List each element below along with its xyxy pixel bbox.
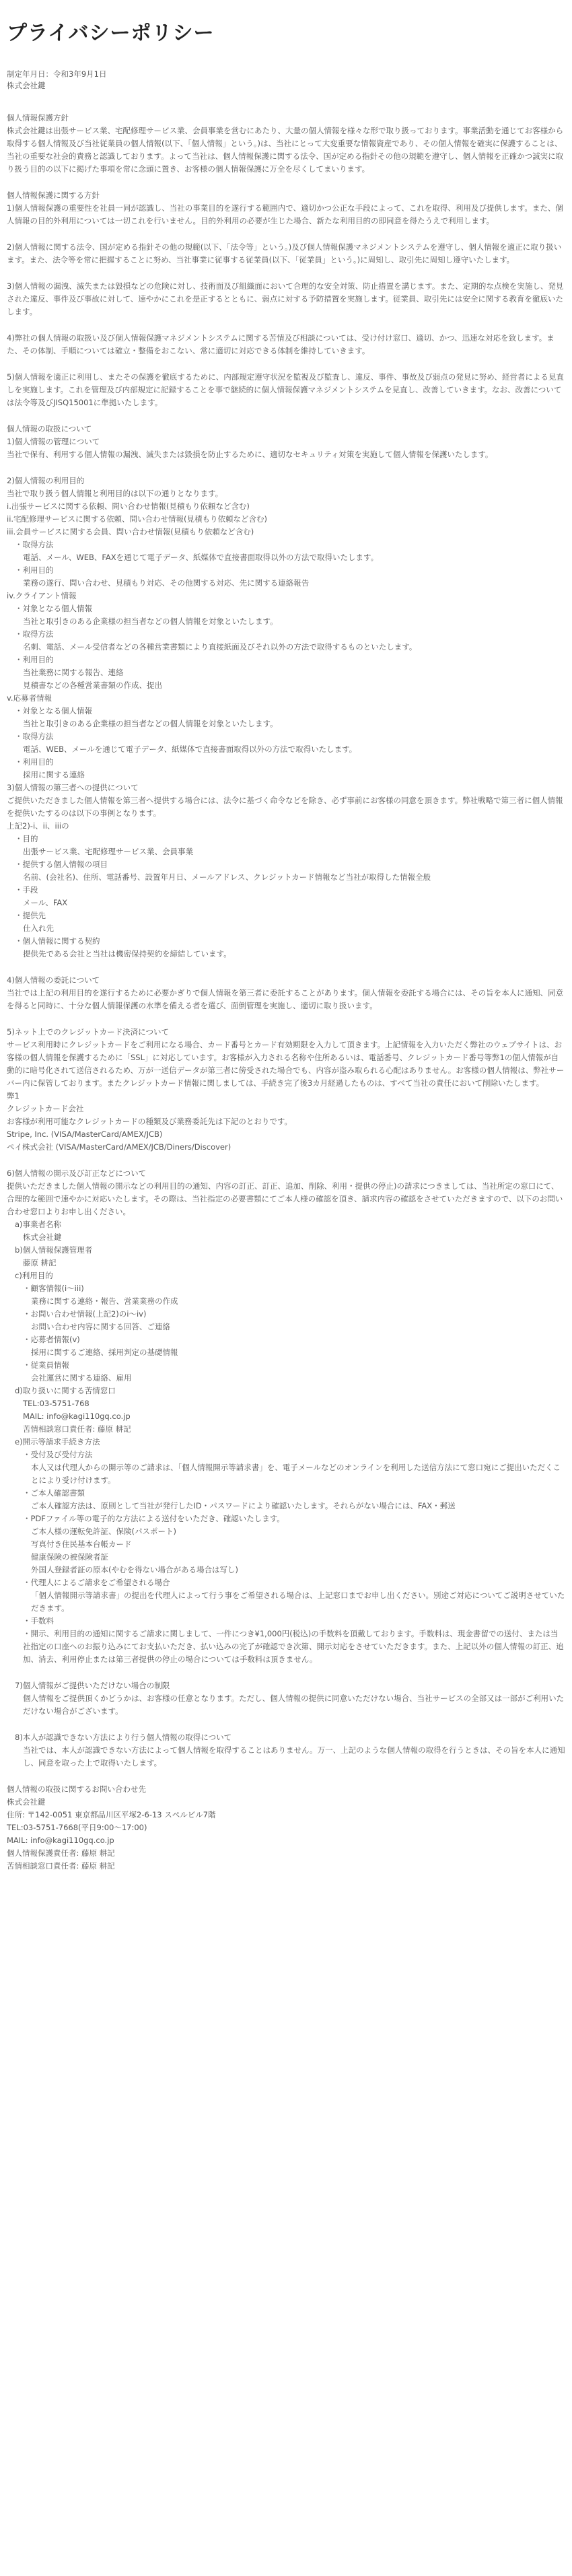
policy-text-line: お客様が利用可能なクレジットカードの種類及び業務委託先は下記のとおりです。 (7, 1117, 292, 1126)
policy-text-line: ・開示、利用目的の通知に関するご請求に関しまして、一件につき¥1,000円(税込)の手数料を頂戴しております。手数料は、現金書留での送付、または当社指定の口座へのお振り込みにてお支払いただき、払い込みの完了が確認でき次第、開示対応をさせていただきます。また、上記以外の個人情報の訂正、追加、消去、利用停止または第三者提供の停止の場合については手数料は頂きません。 (23, 1629, 564, 1664)
policy-text-line: 個人情報の取扱に関するお問い合わせ先 (7, 1784, 146, 1794)
policy-text-line: 写真付き住民基本台帳カード (31, 1539, 132, 1549)
policy-text-line: ・お問い合わせ情報(上記2)のi〜iv) (23, 1309, 147, 1319)
policy-text-line: 仕入れ先 (23, 924, 54, 933)
policy-text-line: ・利用目的 (15, 757, 54, 767)
policy-section (7, 332, 565, 357)
policy-text-line: 藤原 耕記 (23, 1258, 57, 1267)
policy-text-line: ご提供いただきました個人情報を第三者へ提供する場合には、法令に基づく命令などを除き、必ず事前にお客様の同意を頂きます。弊社戦略で第三者に個人情報を提供いたするのは以下の事例となります。 (7, 796, 563, 818)
policy-text-line: 本人又は代理人からの開示等のご請求は、「個人情報開示等請求書」を、電子メールなどのオンラインを利用した送信方法にて窓口宛にご提出いただくことにより受け付けます。 (31, 1463, 561, 1485)
policy-section (7, 1731, 565, 1770)
policy-section (7, 241, 565, 267)
policy-text-line: 8)本人が認識できない方法により行う個人情報の取得について (15, 1733, 232, 1742)
policy-text-line: ・ご本人確認書類 (23, 1488, 85, 1498)
policy-text-line: 名刺、電話、メール受信者などの各種営業書類により直接紙面及びそれ以外の方法で取得するものといたします。 (23, 642, 417, 652)
policy-text-line: 5)ネット上でのクレジットカード決済について (7, 1027, 169, 1037)
policy-text-line: 提供先である会社と当社は機密保持契約を締結しています。 (23, 949, 231, 959)
policy-text-line: 2)個人情報に関する法令、国が定める指針その他の規範(以下、「法令等」という。)及び個人情報保護マネジメントシステムを遵守し、個人情報を適正に取り扱います。また、法令等を常に把握することに努め、当社事業に従事する従業員(以下、「従業員」という。)に周知し、取引先に周知し遵守いたします。 (7, 242, 562, 265)
policy-text-line: 業務の遂行、問い合わせ、見積もり対応、その他関する対応、先に関する連絡報告 (23, 578, 310, 588)
policy-text-line: 株式会社鍵 (7, 1797, 46, 1807)
policy-text-line: 個人情報の取扱について (7, 424, 92, 433)
policy-text-line: MAIL: info@kagi110gq.co.jp (7, 1836, 114, 1845)
policy-section (7, 974, 565, 1012)
policy-text-line: 4)個人情報の委託について (7, 975, 100, 985)
policy-text-line: ・取得方法 (15, 629, 54, 639)
policy-text-line: ・対象となる個人情報 (15, 706, 92, 716)
policy-text-line: 住所: 〒142-0051 東京都品川区平塚2-6-13 スペルビル7階 (7, 1810, 216, 1819)
policy-text-line: d)取り扱いに関する苦情窓口 (15, 1386, 116, 1395)
policy-text-line: 会社運営に関する連絡、雇用 (31, 1373, 132, 1383)
policy-text-line: ・手数料 (23, 1616, 54, 1626)
policy-text-line: 上記2)-i、ii、iiiの (7, 821, 69, 831)
policy-text-line: TEL:03-5751-7668(平日9:00〜17:00) (7, 1823, 147, 1832)
policy-text-line: 個人情報保護責任者: 藤原 耕記 (7, 1848, 115, 1858)
policy-text-line: 苦情相談窓口責任者: 藤原 耕記 (7, 1861, 115, 1871)
policy-section (7, 112, 565, 176)
policy-text-line: サービス利用時にクレジットカードをご利用になる場合、カード番号とカード有効期限を入力して頂きます。上記情報を入力いただく弊社のウェブサイトは、お客様の個人情報を保護するために「SSL」に対応しています。お客様が入力される名称や住所あるいは、電話番号、クレジットカード番号等弊1の個人情報が自動的に暗号化されて送信されるため、万が一送信データが第三者に傍受された場合でも、内容が盗み取られる心配はありません。お客様の個人情報は、弊社サーバー内に保管しております。またクレジットカード情報に関しましては、手続き完了後3カ月経過したものは、すべて当社の責任において削除いたします。 (7, 1040, 565, 1088)
policy-meta (7, 69, 565, 92)
policy-text-line: 株式会社鍵 (23, 1232, 62, 1242)
policy-text-line: ・提供する個人情報の項目 (15, 860, 108, 869)
policy-body (7, 112, 565, 1873)
policy-text-line: Stripe, Inc. (VISA/MasterCard/AMEX/JCB) (7, 1129, 163, 1139)
policy-text-line: ・従業員情報 (23, 1360, 69, 1370)
policy-text-line: ・応募者情報(v) (23, 1335, 80, 1344)
policy-text-line: お問い合わせ内容に関する回答、ご連絡 (31, 1322, 170, 1331)
policy-text-line: 外国人登録者証の原本(やむを得ない場合がある場合は写し) (31, 1565, 238, 1574)
policy-text-line: iii.会員サービスに関する会員、問い合わせ情報(見積もり依頼など含む) (7, 527, 254, 536)
policy-text-line: 4)弊社の個人情報の取扱い及び個人情報保護マネジメントシステムに関する苦情及び相談については、受け付け窓口、適切、かつ、迅速な対応を致します。また、その体制、手順については確立・整備をおこない、常に適切に対応できる体制を維持していきます。 (7, 333, 555, 355)
policy-text-line: 電話、メール、WEB、FAXを通じて電子データ、紙媒体で直接書面取得以外の方法で取得いたします。 (23, 553, 379, 562)
policy-text-line: ii.宅配修理サービスに関する依頼、問い合わせ情報(見積もり依頼など含む) (7, 514, 268, 524)
policy-text-line: 提供いただきました個人情報の開示などの利用目的の通知、内容の訂正、訂正、追加、削除、利用・提供の停止)の請求につきましては、当社所定の窓口にて、合理的な範囲で速やかに対応いたします。その際は、当社指定の必要書類にてご本人様の確認を頂き、請求内容の確認をさせていただきますので、以下のお問い合わせ窓口よりお申し出ください。 (7, 1181, 563, 1216)
policy-text-line: ・利用目的 (15, 655, 54, 664)
policy-text-line: 個人情報保護方針 (7, 113, 69, 123)
policy-text-line: i.出張サービスに関する依頼、問い合わせ情報(見積もり依頼など含む) (7, 501, 250, 511)
policy-text-line: iv.クライアント情報 (7, 591, 77, 600)
policy-text-line: 3)個人情報の第三者への提供について (7, 783, 139, 792)
policy-section (7, 189, 565, 228)
policy-text-line: 当社で取り扱う個人情報と利用目的は以下の通りとなります。 (7, 489, 223, 498)
policy-section (7, 1783, 565, 1873)
policy-text-line: 当社と取引きのある企業様の担当者などの個人情報を対象といたします。 (23, 719, 278, 728)
policy-text-line: 苦情相談窓口責任者: 藤原 耕記 (23, 1424, 131, 1434)
policy-text-line: ・顧客情報(i〜iii) (23, 1284, 84, 1293)
policy-text-line: ペイ株式会社 (VISA/MasterCard/AMEX/JCB/Diners/Discover) (7, 1142, 231, 1152)
policy-section (7, 1167, 565, 1666)
policy-text-line: ・取得方法 (15, 732, 54, 741)
company-name: 株式会社鍵 (7, 81, 46, 90)
policy-text-line: メール、FAX (23, 898, 68, 907)
policy-text-line: 6)個人情報の開示及び訂正などについて (7, 1169, 147, 1178)
policy-section (7, 1026, 565, 1154)
policy-section (7, 1679, 565, 1718)
policy-text-line: c)利用目的 (15, 1271, 53, 1280)
policy-text-line: 当社で保有、利用する個人情報の漏洩、滅失または毀損を防止するために、適切なセキュリティ対策を実施して個人情報を保護いたします。 (7, 450, 493, 459)
page-title: プライバシーポリシー (7, 22, 215, 45)
policy-section (7, 423, 565, 461)
policy-text-line: 株式会社鍵は出張サービス業、宅配修理サービス業、会員事業を営むにあたり、大量の個人情報を様々な形で取り扱っております。事業活動を通じてお客様から取得する個人情報及び当社従業員の個人情報(以下、「個人情報」という。)は、当社にとって大変重要な情報資産であり、その個人情報を確実に保護することは、当社の重要な社会的責務と認識しております。よって当社は、個人情報保護に関する法令、国が定める指針その他の規範を遵守し、個人情報を正確かつ誠実に取り扱う目的の以下に掲げた事項を常に念頭に置き、お客様の個人情報保護に万全を尽くしてまいります。 (7, 126, 564, 174)
policy-text-line: 業務に関する連絡・報告、営業業務の作成 (31, 1296, 178, 1306)
policy-text-line: ・目的 (15, 834, 38, 843)
policy-text-line: ご本人確認方法は、原則として当社が発行したID・パスワードにより確認いたします。それらがない場合には、FAX・郵送 (31, 1501, 456, 1510)
policy-text-line: ご本人様の運転免許証、保険(パスポート) (31, 1527, 176, 1536)
policy-text-line: 7)個人情報がご提供いただけない場合の制限 (15, 1681, 170, 1690)
policy-text-line: 出張サービス業、宅配修理サービス業、会員事業 (23, 847, 193, 856)
policy-text-line: b)個人情報保護管理者 (15, 1245, 93, 1255)
policy-section (7, 371, 565, 409)
policy-text-line: ・代理人によるご請求をご希望される場合 (23, 1578, 170, 1587)
policy-text-line: ・受付及び受付方法 (23, 1450, 93, 1459)
policy-text-line: 「個人情報開示等請求書」の提出を代理人によって行う事をご希望される場合は、上記窓口までお申し出ください。別途ご対応についてご説明させていただきます。 (31, 1591, 565, 1613)
policy-section (7, 280, 565, 318)
policy-text-line: ・利用目的 (15, 565, 54, 575)
policy-text-line: 個人情報保護に関する方針 (7, 190, 100, 200)
policy-text-line: ・PDFファイル等の電子的な方法による送付をいただき、確認いたします。 (23, 1514, 285, 1523)
policy-text-line: 5)個人情報を適正に利用し、またその保護を徹底するために、内部規定遵守状況を監視及び監査し、違反、事件、事故及び弱点の発見に努め、経営者による見直しを実施します。これを管理及び内部規定に記録することを事で継続的に個人情報保護マネジメントシステムを見直し、改善していきます。なお、改善については法令等及びJISQ15001に準拠いたします。 (7, 372, 564, 407)
policy-text-line: 2)個人情報の利用目的 (7, 476, 85, 485)
policy-text-line: e)開示等請求手続き方法 (15, 1437, 100, 1447)
policy-text-line: ・取得方法 (15, 540, 54, 549)
policy-text-line: 健康保険の被保険者証 (31, 1552, 108, 1562)
policy-text-line: 採用に関する連絡 (23, 770, 85, 779)
policy-text-line: 当社業務に関する報告、連絡 (23, 668, 124, 677)
policy-text-line: TEL:03-5751-768 (23, 1399, 90, 1408)
policy-section (7, 475, 565, 961)
policy-text-line: ・対象となる個人情報 (15, 604, 92, 613)
policy-text-line: 当社では上記の利用目的を遂行するために必要かぎりで個人情報を第三者に委託することがあります。個人情報を委託する場合には、その旨を本人に通知、同意を得ると同時に、十分な個人情報保護の水準を備える者を選び、面倒管理を実施し、適切に取り扱います。 (7, 988, 564, 1010)
policy-text-line: 個人情報をご提供頂くかどうかは、お客様の任意となります。ただし、個人情報の提供に同意いただけない場合、当社サービスの全部又は一部がご利用いただけない場合がございます。 (23, 1694, 565, 1716)
established-date: 制定年月日：令和3年9月1日 (7, 69, 107, 79)
policy-text-line: ・提供先 (15, 911, 46, 920)
policy-text-line: a)事業者名称 (15, 1220, 62, 1229)
policy-text-line: 電話、WEB、メールを通じて電子データ、紙媒体で直接書面取得以外の方法で取得いたします。 (23, 744, 357, 754)
policy-text-line: 名前、(会社名)、住所、電話番号、設置年月日、メールアドレス、クレジットカード情報など当社が取得した情報全般 (23, 872, 431, 882)
policy-text-line: 1)個人情報保護の重要性を社員一同が認識し、当社の事業目的を遂行する範囲内で、適切かつ公正な手段によって、これを取得、利用及び提供します。また、個人情報の目的外利用については一切これを行いません。目的外利用の必要が生じた場合、新たな利用目的の即同意を得たうえで利用します。 (7, 203, 563, 225)
policy-text-line: 採用に関するご連絡、採用判定の基礎情報 (31, 1348, 178, 1357)
policy-text-line: 1)個人情報の管理について (7, 437, 100, 446)
policy-text-line: 3)個人情報の漏洩、滅失または毀損などの危険に対し、技術面及び組織面において合理的な安全対策、防止措置を講じます。また、定期的な点検を実施し、発見された違反、事件及び事故に対して、速やかにこれを是正するとともに、弱点に対する予防措置を実施します。従業員、取引先には安全に関する教育を徹底いたします。 (7, 281, 564, 316)
policy-text-line: 当社では、本人が認識できない方法によって個人情報を取得することはありません。万一、上記のような個人情報の取得を行うときは、その旨を本人に通知し、同意を取った上で取得いたします。 (23, 1745, 565, 1768)
policy-text-line: 当社と取引きのある企業様の担当者などの個人情報を対象といたします。 (23, 617, 278, 626)
policy-text-line: クレジットカード会社 (7, 1104, 84, 1113)
policy-text-line: MAIL: info@kagi110gq.co.jp (23, 1412, 131, 1421)
policy-text-line: ・個人情報に関する契約 (15, 936, 100, 946)
policy-text-line: ・手段 (15, 885, 38, 895)
policy-text-line: 弊1 (7, 1091, 20, 1101)
policy-text-line: 見積書などの各種営業書類の作成、提出 (23, 681, 162, 690)
policy-text-line: v.応募者情報 (7, 693, 52, 703)
